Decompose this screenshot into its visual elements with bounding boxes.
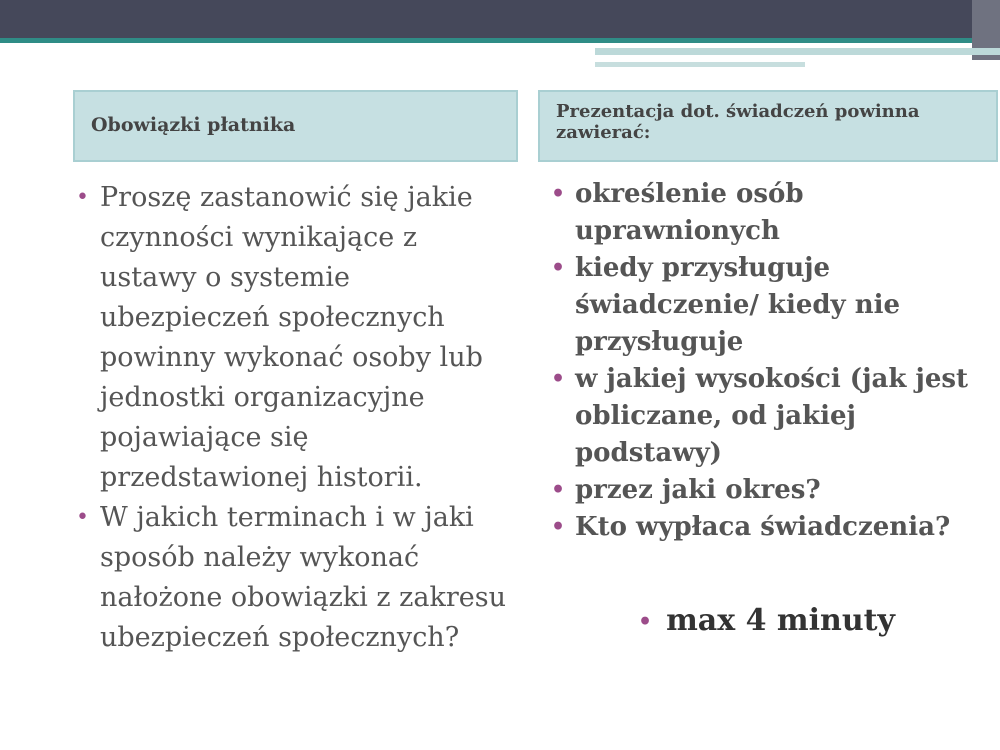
list-item: • określenie osób uprawnionych [548, 176, 993, 250]
list-item: • przez jaki okres? [548, 472, 993, 509]
list-item: • W jakich terminach i w jaki sposób należy wykonać nałożone obowiązki z zakresu ubezpieczeń społecznych? [73, 498, 513, 658]
list-item: • Proszę zastanowić się jakie czynności wynikające z ustawy o systemie ubezpieczeń społecznych powinny wykonać osoby lub jednostki organizacyjne pojawiające się przedstawionej historii. [73, 178, 513, 498]
list-item: • Kto wypłaca świadczenia? [548, 509, 993, 546]
left-bullet-list [73, 178, 513, 658]
left-column-header [73, 90, 518, 162]
title-bar-accent [0, 38, 1000, 43]
decorative-line-short [595, 62, 805, 67]
bullet-icon: • [638, 609, 653, 635]
decorative-line [595, 48, 1000, 55]
right-header-text: Prezentacja dot. świadczeń powinna zawierać: [556, 101, 920, 143]
time-limit-note [638, 603, 895, 638]
list-item: • w jakiej wysokości (jak jest obliczane, od jakiej podstawy) [548, 361, 993, 472]
right-bullet-list [548, 176, 993, 546]
list-item: • kiedy przysługuje świadczenie/ kiedy nie przysługuje [548, 250, 993, 361]
left-header-text: Obowiązki płatnika [91, 114, 296, 137]
right-column-header [538, 90, 998, 162]
title-bar [0, 0, 1000, 38]
time-limit-text: max 4 minuty [666, 603, 895, 638]
